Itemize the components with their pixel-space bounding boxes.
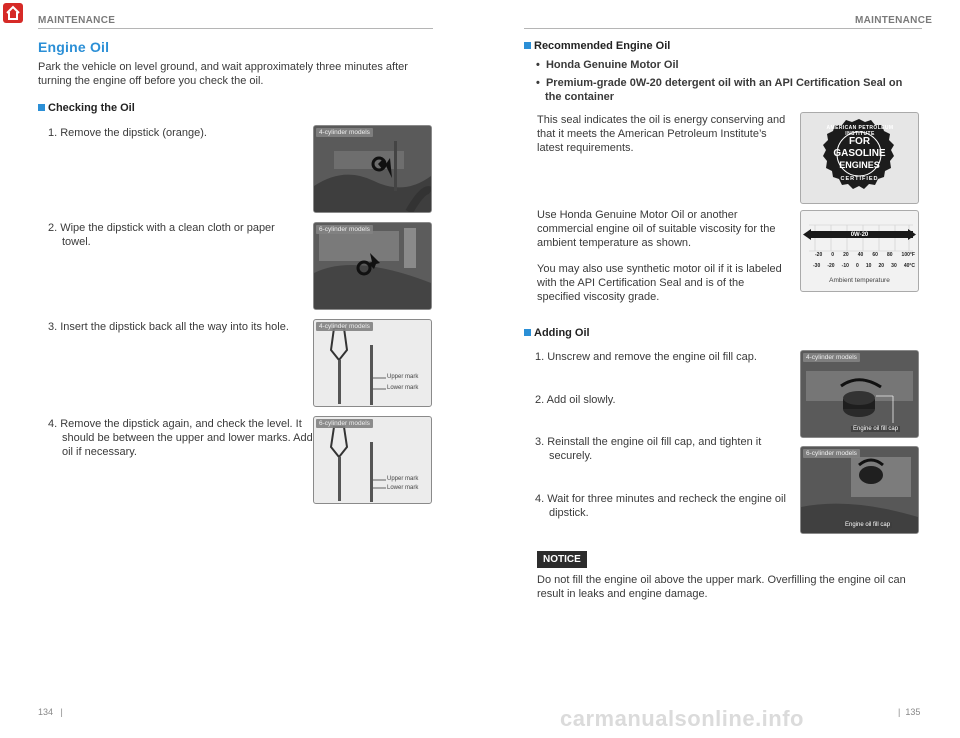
checking-heading: Checking the Oil (38, 102, 135, 114)
seal-gasoline: GASOLINE (833, 148, 886, 159)
viscosity-grade: 0W-20 (850, 232, 869, 238)
upper-mark-label: Upper mark (387, 476, 419, 482)
notice-badge: NOTICE (537, 551, 587, 568)
intro-text: Park the vehicle on level ground, and wait approximately three minutes after turning the engine off before you check the oil. (38, 61, 408, 87)
check-step-3: 3. Insert the dipstick back all the way into its hole. (48, 321, 289, 333)
synthetic-text: You may also use synthetic motor oil if it is labeled with the API Certification Seal and is of the specified viscosity grade. (537, 263, 782, 303)
figure-tag: 4-cylinder models (316, 322, 373, 331)
watermark: carmanualsonline.info (560, 706, 804, 731)
seal-for: FOR (848, 136, 871, 147)
bullet-honda-oil: • Honda Genuine Motor Oil (536, 59, 679, 71)
check-step-2: 2. Wipe the dipstick with a clean cloth or paper towel. (48, 222, 275, 248)
dipstick-6cyl-figure (313, 416, 432, 504)
chart-caption: Ambient temperature (829, 277, 890, 284)
section-marker-icon (524, 42, 531, 49)
section-marker-icon (524, 329, 531, 336)
left-header: MAINTENANCE (38, 15, 116, 26)
viscosity-text: Use Honda Genuine Motor Oil or another commercial engine oil of suitable viscosity for the ambient temperature as shown. (537, 209, 776, 249)
section-marker-icon (38, 104, 45, 111)
fill-cap-6cyl-figure (800, 446, 919, 534)
lower-mark-label: Lower mark (387, 485, 419, 491)
upper-mark-label: Upper mark (387, 374, 419, 380)
seal-ring-text: AMERICAN PETROLEUM INSTITUTE (826, 125, 894, 137)
lower-mark-label: Lower mark (387, 385, 419, 391)
right-header-rule (524, 28, 922, 29)
viscosity-chart (800, 210, 919, 292)
figure-tag: 6-cylinder models (803, 449, 860, 458)
check-step-4: 4. Remove the dipstick again, and check the level. It should be between the upper and lower marks. Add oil if necessary. (48, 418, 313, 458)
add-step-2: 2. Add oil slowly. (535, 394, 616, 406)
celsius-scale: -30 -20 -10 0 10 20 30 40°C (813, 263, 915, 269)
figure-tag: 6-cylinder models (316, 419, 373, 428)
left-header-rule (38, 28, 433, 29)
engine-4cyl-dipstick-figure (313, 125, 432, 213)
fill-cap-label: Engine oil fill cap (853, 426, 899, 432)
right-header: MAINTENANCE (855, 15, 933, 26)
adding-heading: Adding Oil (524, 327, 590, 339)
home-icon[interactable] (3, 3, 23, 23)
check-step-1: 1. Remove the dipstick (orange). (48, 127, 207, 139)
figure-tag: 6-cylinder models (316, 225, 373, 234)
bullet-premium-oil: • Premium-grade 0W-20 detergent oil with an API Certification Seal on the container (536, 77, 903, 103)
figure-tag: 4-cylinder models (316, 128, 373, 137)
seal-engines: ENGINES (839, 160, 880, 170)
add-step-3: 3. Reinstall the engine oil fill cap, and tighten it securely. (535, 436, 762, 462)
add-step-4: 4. Wait for three minutes and recheck the engine oil dipstick. (535, 493, 786, 519)
fahrenheit-scale: -20 0 20 40 60 80 100°F (815, 252, 915, 258)
recommended-heading: Recommended Engine Oil (524, 40, 670, 52)
fill-cap-4cyl-figure (800, 350, 919, 438)
engine-6cyl-dipstick-figure (313, 222, 432, 310)
left-page-number: 134 | (38, 707, 63, 717)
figure-tag: 4-cylinder models (803, 353, 860, 362)
notice-text: Do not fill the engine oil above the upper mark. Overfilling the engine oil can result in leaks and engine damage. (537, 574, 906, 600)
fill-cap-label: Engine oil fill cap (845, 522, 891, 528)
add-step-1: 1. Unscrew and remove the engine oil fill cap. (535, 351, 757, 363)
page-title: Engine Oil (38, 39, 110, 55)
dipstick-4cyl-figure (313, 319, 432, 407)
seal-description: This seal indicates the oil is energy conserving and that it meets the American Petroleum Institute’s latest requirements. (537, 114, 786, 154)
api-seal-figure (800, 112, 919, 204)
seal-certified: CERTIFIED (840, 176, 879, 182)
right-page-number: | 135 (898, 707, 921, 717)
